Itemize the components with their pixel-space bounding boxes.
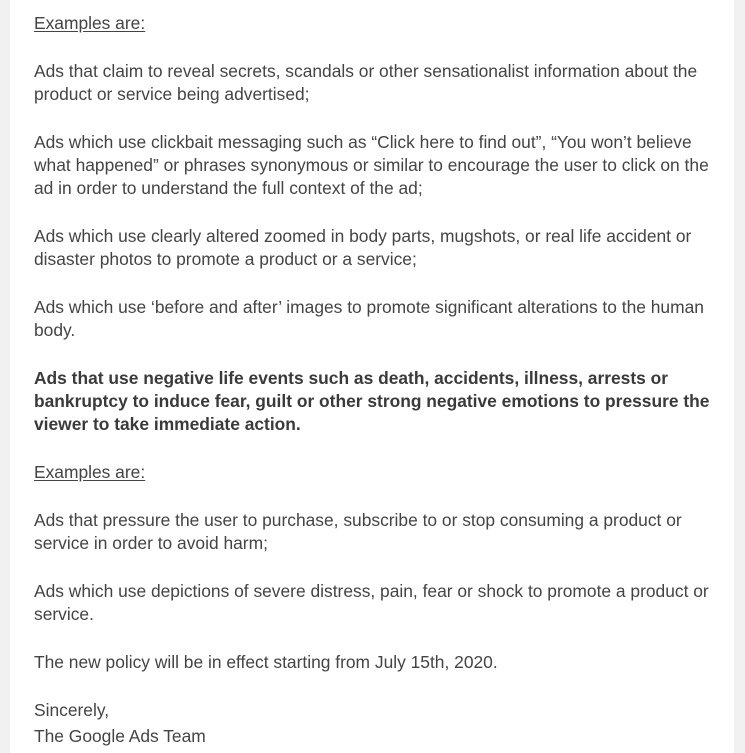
example-paragraph: Ads which use ‘before and after’ images to promote significant alterations to the human body. xyxy=(34,297,704,340)
example-paragraph: Ads which use clearly altered zoomed in body parts, mugshots, or real life accident or disaster photos to promote a product or a service; xyxy=(34,226,692,269)
example-paragraph: Ads which use clickbait messaging such as “Click here to find out”, “You won’t believe what happened” or phrases synonymous or similar to encourage the user to click on the ad in order to understand the full context of the ad; xyxy=(34,132,709,198)
policy-statement: Ads that use negative life events such as death, accidents, illness, arrests or bankruptcy to induce fear, guilt or other strong negative emotions to pressure the viewer to take immediate action. xyxy=(34,368,710,434)
examples-heading: Examples are: xyxy=(34,13,146,33)
example-paragraph: Ads that pressure the user to purchase, subscribe to or stop consuming a product or service in order to avoid harm; xyxy=(34,510,682,553)
effective-date: The new policy will be in effect starting from July 15th, 2020. xyxy=(34,652,498,672)
signature: The Google Ads Team xyxy=(34,726,206,746)
email-body xyxy=(10,0,734,753)
example-paragraph: Ads that claim to reveal secrets, scandals or other sensationalist information about the product or service being advertised; xyxy=(34,61,698,104)
examples-heading: Examples are: xyxy=(34,462,146,482)
closing: Sincerely, xyxy=(34,700,110,720)
email-content xyxy=(34,0,714,748)
example-paragraph: Ads which use depictions of severe distress, pain, fear or shock to promote a product or service. xyxy=(34,581,709,624)
